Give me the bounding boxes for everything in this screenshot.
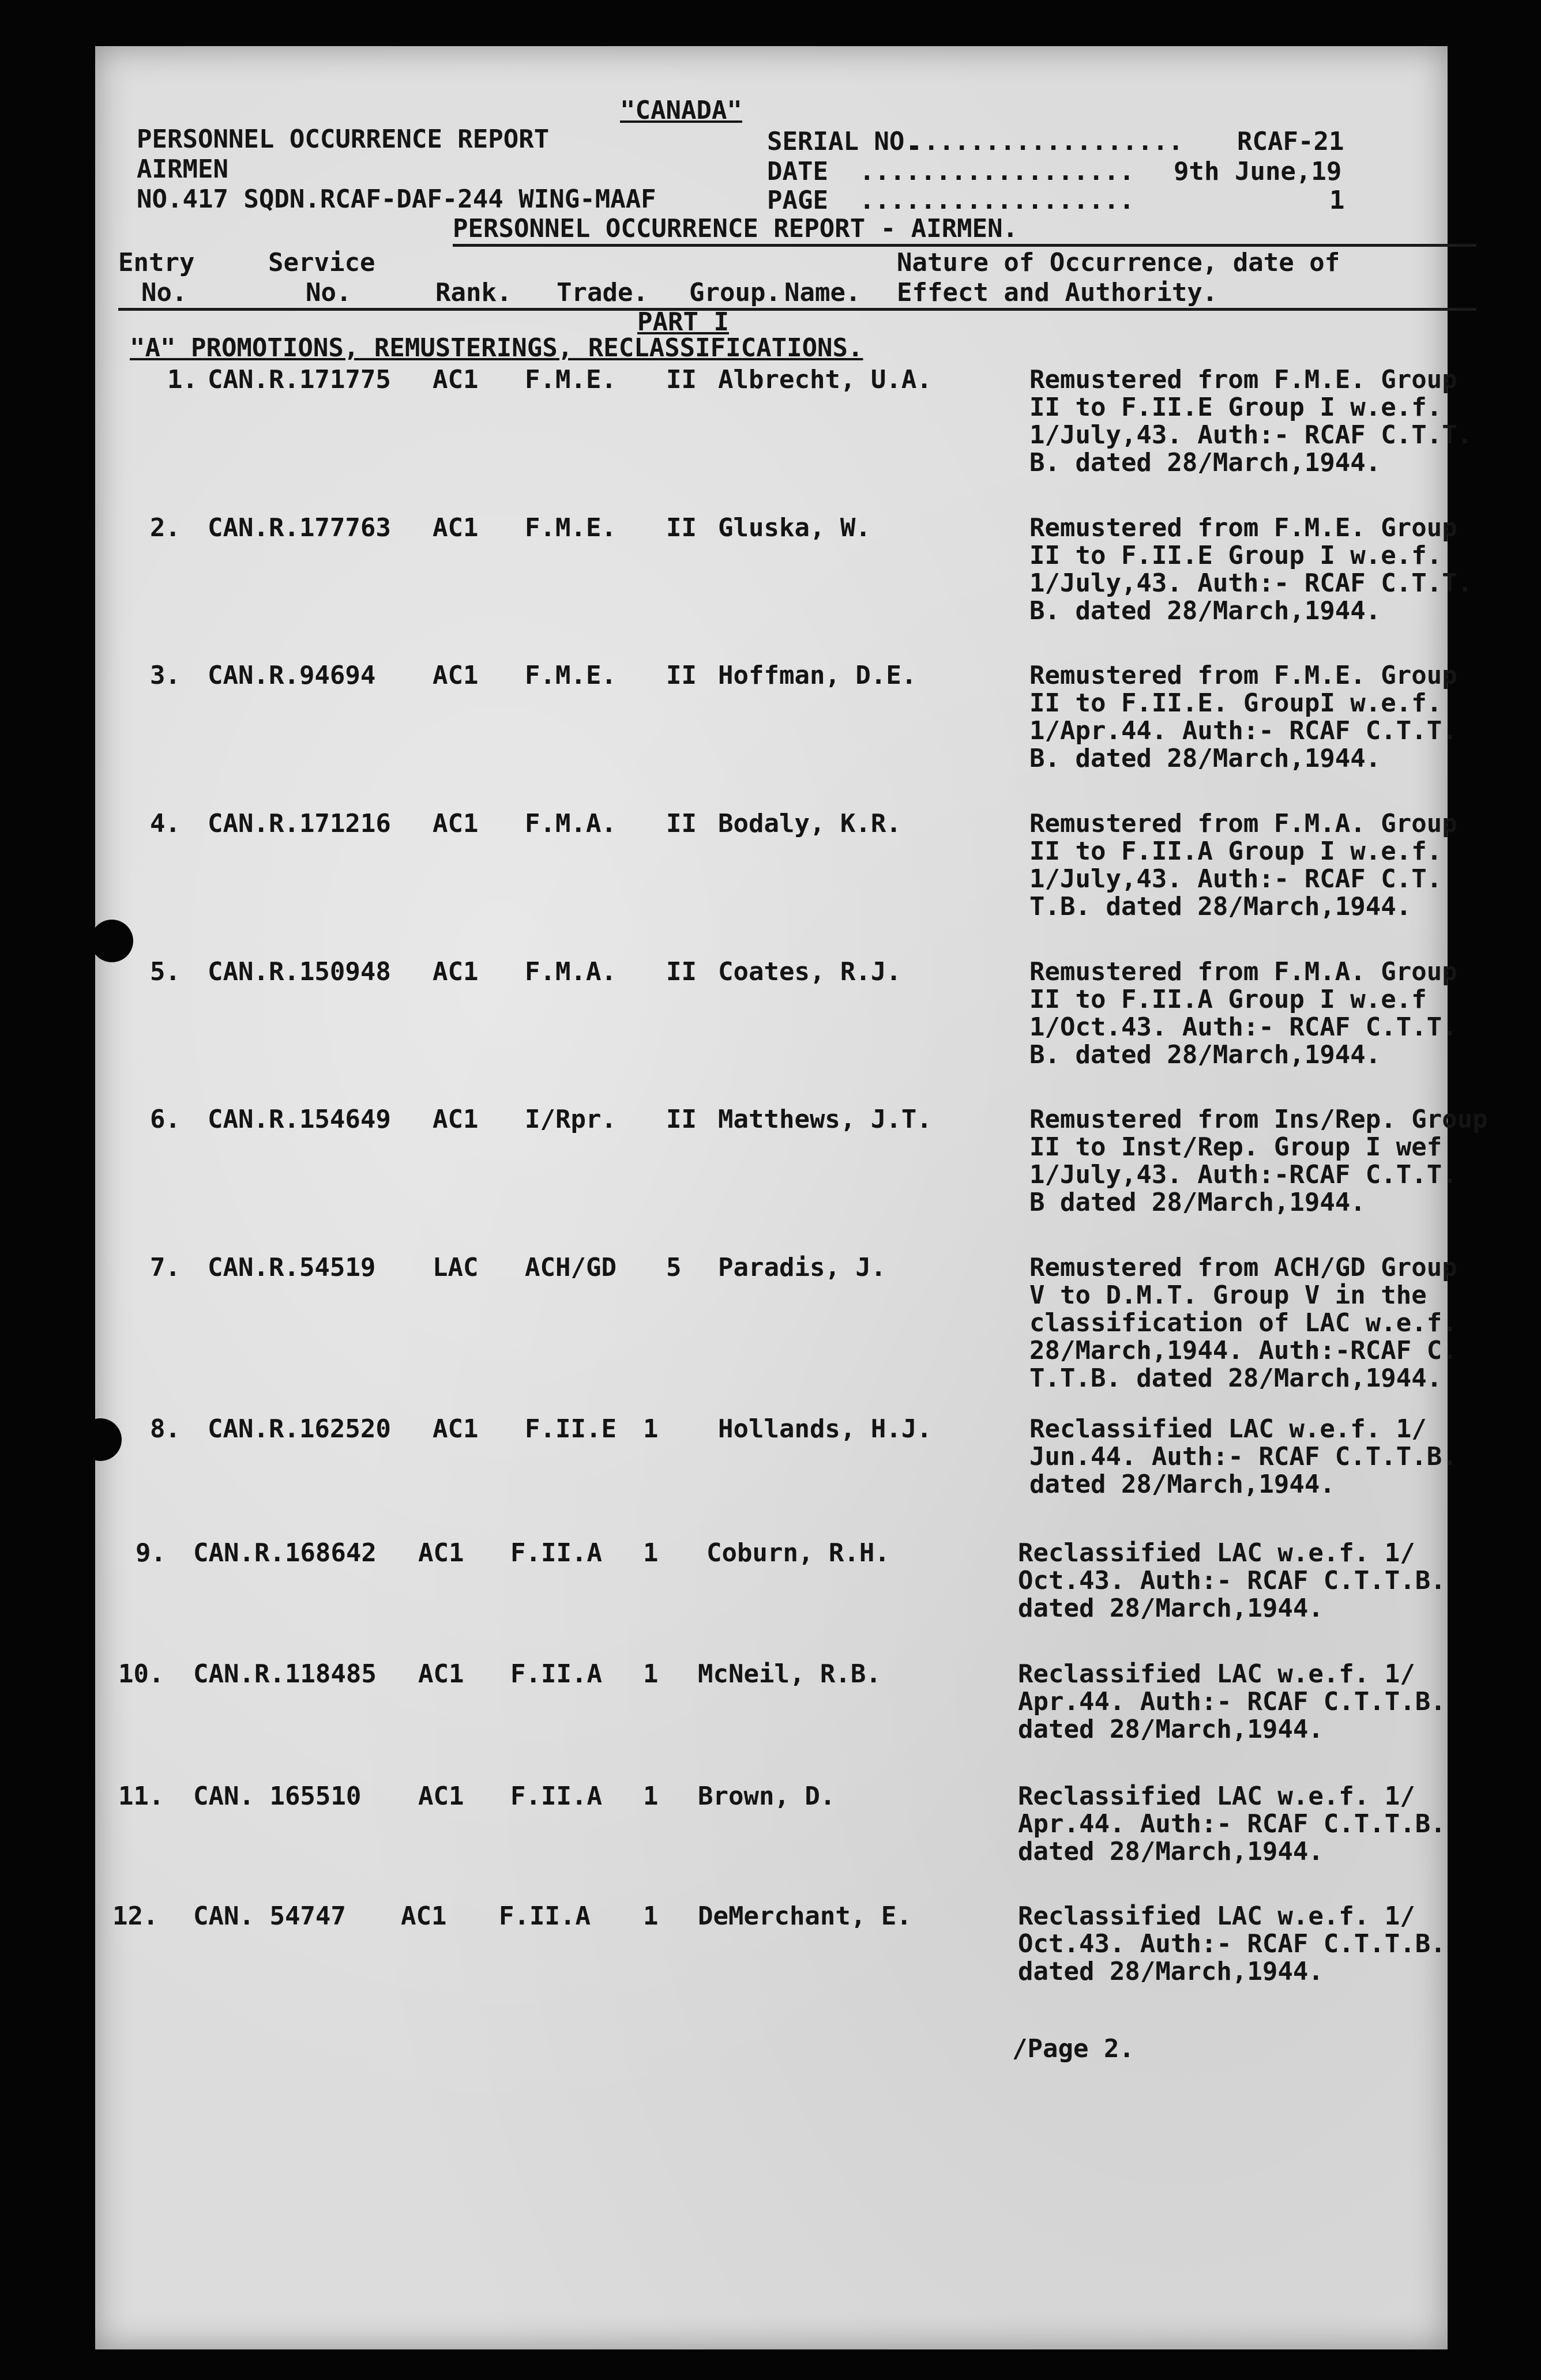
remark-line: 28/March,1944. Auth:-RCAF C. <box>1029 1336 1457 1365</box>
report-subject: AIRMEN <box>137 155 228 184</box>
remark-line: II to Inst/Rep. Group I wef <box>1029 1132 1442 1162</box>
remark-line: Reclassified LAC w.e.f. 1/ <box>1018 1901 1415 1931</box>
entry-remarks <box>1018 1783 1456 1866</box>
entry-service-no: CAN.R.171216 <box>208 809 391 838</box>
remark-line: dated 28/March,1944. <box>1018 1837 1324 1866</box>
remark-line: Apr.44. Auth:- RCAF C.T.T.B. <box>1018 1687 1446 1716</box>
entry-service-no: CAN.R.171775 <box>208 365 391 394</box>
entry-group: II <box>666 957 697 986</box>
entry-group: II <box>666 513 697 543</box>
entry-number: 2. <box>150 513 181 543</box>
col-rank: Rank. <box>435 278 512 307</box>
remark-line: Remustered from ACH/GD Group <box>1029 1253 1457 1282</box>
remark-line: Reclassified LAC w.e.f. 1/ <box>1029 1414 1427 1444</box>
entry-remarks <box>1029 810 1468 921</box>
entry-group: II <box>666 1105 697 1134</box>
entry-rank: AC1 <box>433 1105 479 1134</box>
entry-rank: AC1 <box>433 1414 479 1444</box>
entry-trade: ACH/GD <box>525 1253 617 1282</box>
entry-name: Bodaly, K.R. <box>718 809 901 838</box>
entry-trade: I/Rpr. <box>525 1105 617 1134</box>
remark-line: Remustered from Ins/Rep. Group <box>1029 1105 1488 1134</box>
header-rule-bottom <box>118 308 1476 311</box>
remark-line: II to F.II.E Group I w.e.f. <box>1029 541 1442 570</box>
serial-dots: .................. <box>908 127 1183 156</box>
entry-number: 5. <box>150 957 181 986</box>
unit-line: NO.417 SQDN.RCAF-DAF-244 WING-MAAF <box>137 184 656 214</box>
entry-rank: AC1 <box>418 1538 464 1568</box>
entry-trade: F.II.A <box>499 1901 591 1931</box>
remark-line: T.T.B. dated 28/March,1944. <box>1029 1364 1442 1393</box>
remark-line: Jun.44. Auth:- RCAF C.T.T.B. <box>1029 1442 1457 1471</box>
remark-line: Apr.44. Auth:- RCAF C.T.T.B. <box>1018 1809 1446 1839</box>
remark-line: dated 28/March,1944. <box>1018 1594 1324 1623</box>
col-group: Group. <box>689 278 781 307</box>
report-subtitle: PERSONNEL OCCURRENCE REPORT - AIRMEN. <box>453 214 1018 243</box>
entry-trade: F.II.A <box>510 1538 602 1568</box>
document-page <box>95 46 1488 2349</box>
section-heading: "A" PROMOTIONS, REMUSTERINGS, RECLASSIFICATIONS. <box>130 333 863 363</box>
remark-line: V to D.M.T. Group V in the <box>1029 1281 1427 1310</box>
entry-rank: AC1 <box>433 661 479 690</box>
entry-remarks <box>1029 662 1468 773</box>
entry-service-no: CAN.R.150948 <box>208 957 391 986</box>
entry-number: 1. <box>167 365 198 394</box>
entry-remarks <box>1018 1539 1456 1622</box>
remark-line: dated 28/March,1944. <box>1018 1957 1324 1986</box>
col-entry-2: No. <box>141 278 187 307</box>
remark-line: 1/July,43. Auth:-RCAF C.T.T. <box>1029 1160 1457 1189</box>
page-label: PAGE <box>767 186 828 215</box>
entry-service-no: CAN. 165510 <box>193 1782 362 1811</box>
entry-group: 1 <box>643 1782 659 1811</box>
entry-remarks <box>1018 1903 1456 1986</box>
classification: "CANADA" <box>620 96 742 125</box>
remark-line: Remustered from F.M.A. Group <box>1029 809 1457 838</box>
entry-name: McNeil, R.B. <box>698 1659 881 1689</box>
remark-line: 1/July,43. Auth:- RCAF C.T.T. <box>1029 568 1473 598</box>
entry-group: II <box>666 661 697 690</box>
entry-trade: F.M.A. <box>525 809 617 838</box>
entry-name: Albrecht, U.A. <box>718 365 932 394</box>
entry-service-no: CAN.R.168642 <box>193 1538 377 1568</box>
entry-trade: F.M.E. <box>525 365 617 394</box>
part-heading: PART I <box>637 307 729 337</box>
report-title: PERSONNEL OCCURRENCE REPORT <box>137 125 550 154</box>
entry-service-no: CAN.R.118485 <box>193 1659 377 1689</box>
entry-remarks <box>1018 1660 1456 1743</box>
col-service-2: No. <box>306 278 352 307</box>
entry-service-no: CAN.R.94694 <box>208 661 376 690</box>
entry-name: Matthews, J.T. <box>718 1105 932 1134</box>
entry-trade: F.M.A. <box>525 957 617 986</box>
remark-line: 1/July,43. Auth:- RCAF C.T.T. <box>1029 420 1473 450</box>
page-dots: .................. <box>859 186 1134 215</box>
col-entry-1: Entry <box>118 248 195 277</box>
entry-trade: F.M.E. <box>525 513 617 543</box>
remark-line: 1/July,43. Auth:- RCAF C.T. <box>1029 864 1442 894</box>
entry-name: DeMerchant, E. <box>698 1901 912 1931</box>
remark-line: B. dated 28/March,1944. <box>1029 596 1381 626</box>
remark-line: B dated 28/March,1944. <box>1029 1188 1366 1217</box>
entry-service-no: CAN.R.177763 <box>208 513 391 543</box>
entry-group: 1 <box>643 1901 659 1931</box>
entry-number: 7. <box>150 1253 181 1282</box>
entry-rank: AC1 <box>418 1782 464 1811</box>
remark-line: classification of LAC w.e.f. <box>1029 1308 1457 1338</box>
col-nature-1: Nature of Occurrence, date of <box>897 248 1340 277</box>
entry-name: Coates, R.J. <box>718 957 901 986</box>
entry-service-no: CAN.R.162520 <box>208 1414 391 1444</box>
entry-number: 11. <box>118 1782 164 1811</box>
page-value: 1 <box>1329 186 1345 215</box>
remark-line: T.B. dated 28/March,1944. <box>1029 892 1412 921</box>
entry-number: 8. <box>150 1414 181 1444</box>
entry-rank: AC1 <box>433 513 479 543</box>
remark-line: II to F.II.A Group I w.e.f <box>1029 985 1427 1014</box>
entry-group: 5 <box>666 1253 682 1282</box>
remark-line: Reclassified LAC w.e.f. 1/ <box>1018 1782 1415 1811</box>
date-dots: .................. <box>859 157 1134 186</box>
serial-label: SERIAL NO. <box>767 127 920 156</box>
entry-rank: AC1 <box>433 957 479 986</box>
entry-remarks <box>1029 958 1468 1069</box>
entry-group: II <box>666 809 697 838</box>
remark-line: Remustered from F.M.E. Group <box>1029 365 1457 394</box>
entry-name: Hollands, H.J. <box>718 1414 932 1444</box>
remark-line: Remustered from F.M.E. Group <box>1029 661 1457 690</box>
remark-line: Remustered from F.M.A. Group <box>1029 957 1457 986</box>
punch-hole <box>91 920 133 962</box>
entry-number: 6. <box>150 1105 181 1134</box>
remark-line: Oct.43. Auth:- RCAF C.T.T.B. <box>1018 1566 1446 1595</box>
entry-service-no: CAN. 54747 <box>193 1901 346 1931</box>
entry-name: Paradis, J. <box>718 1253 886 1282</box>
entry-remarks <box>1029 513 1473 626</box>
entry-remarks <box>1029 1415 1468 1498</box>
remark-line: B. dated 28/March,1944. <box>1029 1040 1381 1070</box>
entry-number: 12. <box>112 1901 159 1931</box>
entry-number: 4. <box>150 809 181 838</box>
entry-name: Gluska, W. <box>718 513 871 543</box>
entry-trade: F.II.E <box>525 1414 617 1444</box>
entry-trade: F.II.A <box>510 1782 602 1811</box>
entry-number: 3. <box>150 661 181 690</box>
entry-rank: LAC <box>433 1253 479 1282</box>
remark-line: 1/Apr.44. Auth:- RCAF C.T.T. <box>1029 716 1457 745</box>
date-value: 9th June,19 <box>1174 157 1342 186</box>
entry-remarks <box>1029 1254 1468 1392</box>
date-label: DATE <box>767 157 828 186</box>
serial-value: RCAF-21 <box>1237 127 1344 156</box>
entry-service-no: CAN.R.154649 <box>208 1105 391 1134</box>
remark-line: II to F.II.E. GroupI w.e.f. <box>1029 688 1442 718</box>
entry-number: 9. <box>136 1538 166 1568</box>
remark-line: dated 28/March,1944. <box>1018 1715 1324 1744</box>
entry-rank: AC1 <box>401 1901 447 1931</box>
remark-line: II to F.II.A Group I w.e.f. <box>1029 837 1442 866</box>
remark-line: Oct.43. Auth:- RCAF C.T.T.B. <box>1018 1929 1446 1959</box>
continuation-note: /Page 2. <box>1012 2034 1134 2063</box>
entry-service-no: CAN.R.54519 <box>208 1253 376 1282</box>
remark-line: 1/Oct.43. Auth:- RCAF C.T.T. <box>1029 1012 1457 1042</box>
entry-group: 1 <box>643 1538 659 1568</box>
remark-line: Remustered from F.M.E. Group <box>1029 513 1457 543</box>
entry-name: Brown, D. <box>698 1782 836 1811</box>
punch-hole <box>79 1418 122 1461</box>
remark-line: dated 28/March,1944. <box>1029 1470 1335 1499</box>
remark-line: Reclassified LAC w.e.f. 1/ <box>1018 1538 1415 1568</box>
entry-name: Hoffman, D.E. <box>718 661 917 690</box>
col-nature-2: Effect and Authority. <box>897 278 1218 307</box>
entry-number: 10. <box>118 1659 164 1689</box>
remark-line: II to F.II.E Group I w.e.f. <box>1029 393 1442 422</box>
entry-group: II <box>666 365 697 394</box>
remark-line: Reclassified LAC w.e.f. 1/ <box>1018 1659 1415 1689</box>
header-rule-top <box>453 244 1476 247</box>
entry-rank: AC1 <box>418 1659 464 1689</box>
entry-trade: F.M.E. <box>525 661 617 690</box>
entry-trade: F.II.A <box>510 1659 602 1689</box>
col-trade: Trade. <box>557 278 648 307</box>
entry-group: 1 <box>643 1414 659 1444</box>
entry-remarks <box>1029 365 1473 477</box>
entry-group: 1 <box>643 1659 659 1689</box>
entry-rank: AC1 <box>433 809 479 838</box>
col-service-1: Service <box>268 248 375 277</box>
entry-name: Coburn, R.H. <box>706 1538 890 1568</box>
remark-line: B. dated 28/March,1944. <box>1029 744 1381 773</box>
col-name: Name. <box>784 278 861 307</box>
remark-line: B. dated 28/March,1944. <box>1029 448 1381 477</box>
entry-remarks <box>1029 1105 1488 1217</box>
entry-rank: AC1 <box>433 365 479 394</box>
